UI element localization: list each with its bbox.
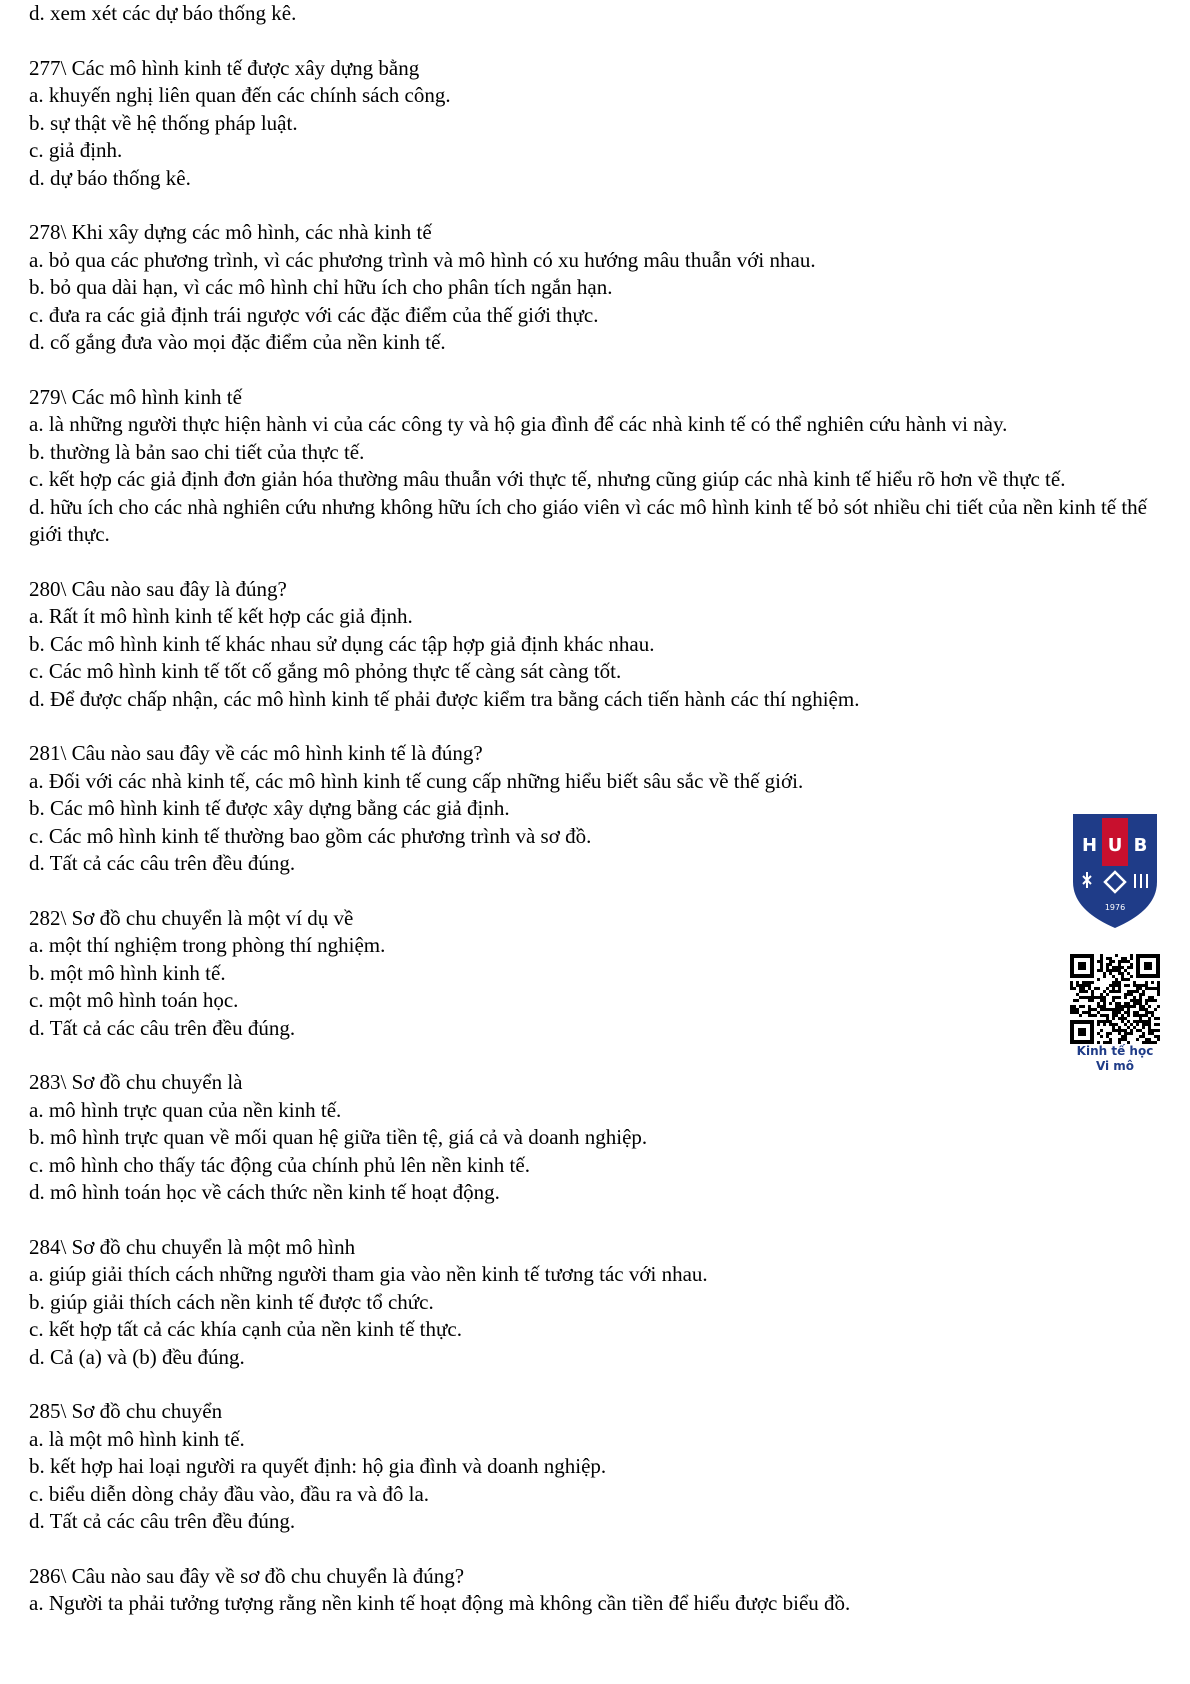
- answer-option: a. mô hình trực quan của nền kinh tế.: [29, 1097, 342, 1122]
- answer-option: b. Các mô hình kinh tế được xây dựng bằng các giả định.: [29, 796, 510, 820]
- hub-shield-logo: [1069, 810, 1161, 930]
- brand-caption-line2: Vi mô: [1095, 1059, 1135, 1073]
- question-278: [29, 219, 1164, 357]
- answer-option: b. bỏ qua dài hạn, vì các mô hình chỉ hữu ích cho phân tích ngắn hạn.: [29, 275, 613, 299]
- logo-letter-h: H: [1081, 835, 1098, 856]
- answer-option: a. bỏ qua các phương trình, vì các phương trình và mô hình có xu hướng mâu thuẫn với nhau.: [29, 247, 816, 272]
- answer-option: c. giả định.: [29, 138, 123, 162]
- question-title: 279\ Các mô hình kinh tế: [29, 384, 242, 409]
- qr-code-icon: [1070, 954, 1160, 1044]
- answer-option: d. Tất cả các câu trên đều đúng.: [29, 1015, 296, 1040]
- question-282: [29, 905, 1164, 1043]
- logo-letter-u: U: [1107, 835, 1123, 856]
- question-279: [29, 384, 1164, 549]
- question-title: 280\ Câu nào sau đây là đúng?: [29, 576, 287, 601]
- answer-option: c. biểu diễn dòng chảy đầu vào, đầu ra và đô la.: [29, 1481, 430, 1506]
- question-286: [29, 1563, 1164, 1618]
- question-title: 286\ Câu nào sau đây về sơ đồ chu chuyển là đúng?: [29, 1563, 465, 1588]
- answer-option: b. kết hợp hai loại người ra quyết định: hộ gia đình và doanh nghiệp.: [29, 1454, 607, 1478]
- question-title: 278\ Khi xây dựng các mô hình, các nhà kinh tế: [29, 220, 432, 244]
- answer-option: a. là một mô hình kinh tế.: [29, 1426, 245, 1451]
- answer-option: d. dự báo thống kê.: [29, 165, 191, 190]
- question-283: [29, 1069, 1164, 1207]
- question-277: [29, 55, 1164, 193]
- answer-option: c. kết hợp các giả định đơn giản hóa thường mâu thuẫn với thực tế, nhưng cũng giúp các nhà kinh tế hiểu rõ hơn về thực tế.: [29, 467, 1066, 491]
- question-title: 277\ Các mô hình kinh tế được xây dựng bằng: [29, 55, 420, 80]
- answer-option: d. Tất cả các câu trên đều đúng.: [29, 1509, 296, 1533]
- question-title: 282\ Sơ đồ chu chuyển là một ví dụ về: [29, 905, 354, 930]
- answer-option: a. khuyến nghị liên quan đến các chính sách công.: [29, 83, 451, 107]
- answer-option: b. thường là bản sao chi tiết của thực tế.: [29, 439, 365, 464]
- answer-option: d. mô hình toán học về cách thức nền kinh tế hoạt động.: [29, 1180, 500, 1204]
- answer-option: c. Các mô hình kinh tế tốt cố gắng mô phỏng thực tế càng sát càng tốt.: [29, 659, 622, 683]
- answer-option: d. Cả (a) và (b) đều đúng.: [29, 1344, 245, 1369]
- question-title: 285\ Sơ đồ chu chuyển: [29, 1399, 223, 1423]
- answer-option: a. Người ta phải tưởng tượng rằng nền kinh tế hoạt động mà không cần tiền để hiểu được biểu đồ.: [29, 1591, 851, 1615]
- answer-option: b. sự thật về hệ thống pháp luật.: [29, 110, 298, 135]
- answer-option: d. cố gắng đưa vào mọi đặc điểm của nền kinh tế.: [29, 330, 446, 354]
- question-title: 281\ Câu nào sau đây về các mô hình kinh tế là đúng?: [29, 741, 483, 765]
- logo-letter-b: B: [1133, 835, 1148, 856]
- answer-option: c. mô hình cho thấy tác động của chính phủ lên nền kinh tế.: [29, 1152, 530, 1177]
- answer-option: d. hữu ích cho các nhà nghiên cứu nhưng không hữu ích cho giáo viên vì các mô hình kinh tế bỏ sót nhiều chi tiết của nền kinh tế thế giới thực.: [29, 494, 1148, 546]
- document-body: [29, 0, 1164, 1618]
- answer-option: a. một thí nghiệm trong phòng thí nghiệm.: [29, 933, 386, 957]
- answer-option: d. Để được chấp nhận, các mô hình kinh tế phải được kiểm tra bằng cách tiến hành các thí nghiệm.: [29, 686, 860, 711]
- question-title: 284\ Sơ đồ chu chuyển là một mô hình: [29, 1234, 356, 1259]
- answer-option: c. Các mô hình kinh tế thường bao gồm các phương trình và sơ đồ.: [29, 823, 592, 848]
- answer-option: d. Tất cả các câu trên đều đúng.: [29, 851, 296, 875]
- question-284: [29, 1234, 1164, 1372]
- answer-option: c. đưa ra các giả định trái ngược với các đặc điểm của thế giới thực.: [29, 302, 599, 327]
- brand-sidebar: [1060, 810, 1170, 1074]
- answer-option: b. giúp giải thích cách nền kinh tế được tổ chức.: [29, 1289, 434, 1314]
- answer-option: a. là những người thực hiện hành vi của các công ty và hộ gia đình để các nhà kinh tế có thể nghiên cứu hành vi này.: [29, 412, 1008, 436]
- answer-option: a. Rất ít mô hình kinh tế kết hợp các giả định.: [29, 604, 413, 628]
- question-280: [29, 576, 1164, 714]
- answer-option: b. Các mô hình kinh tế khác nhau sử dụng các tập hợp giả định khác nhau.: [29, 631, 655, 656]
- question-281: [29, 740, 1164, 878]
- logo-year: 1976: [1104, 903, 1126, 912]
- answer-option: c. kết hợp tất cả các khía cạnh của nền kinh tế thực.: [29, 1317, 462, 1341]
- answer-option: a. Đối với các nhà kinh tế, các mô hình kinh tế cung cấp những hiểu biết sâu sắc về thế giới.: [29, 768, 804, 793]
- answer-option: b. mô hình trực quan về mối quan hệ giữa tiền tệ, giá cả và doanh nghiệp.: [29, 1125, 648, 1149]
- answer-option: a. giúp giải thích cách những người tham gia vào nền kinh tế tương tác với nhau.: [29, 1262, 708, 1286]
- brand-caption-line1: Kinh tế học: [1076, 1044, 1154, 1058]
- leading-option: d. xem xét các dự báo thống kê.: [29, 1, 297, 25]
- question-title: 283\ Sơ đồ chu chuyển là: [29, 1070, 243, 1094]
- answer-option: c. một mô hình toán học.: [29, 988, 239, 1012]
- answer-option: b. một mô hình kinh tế.: [29, 960, 226, 985]
- question-285: [29, 1398, 1164, 1536]
